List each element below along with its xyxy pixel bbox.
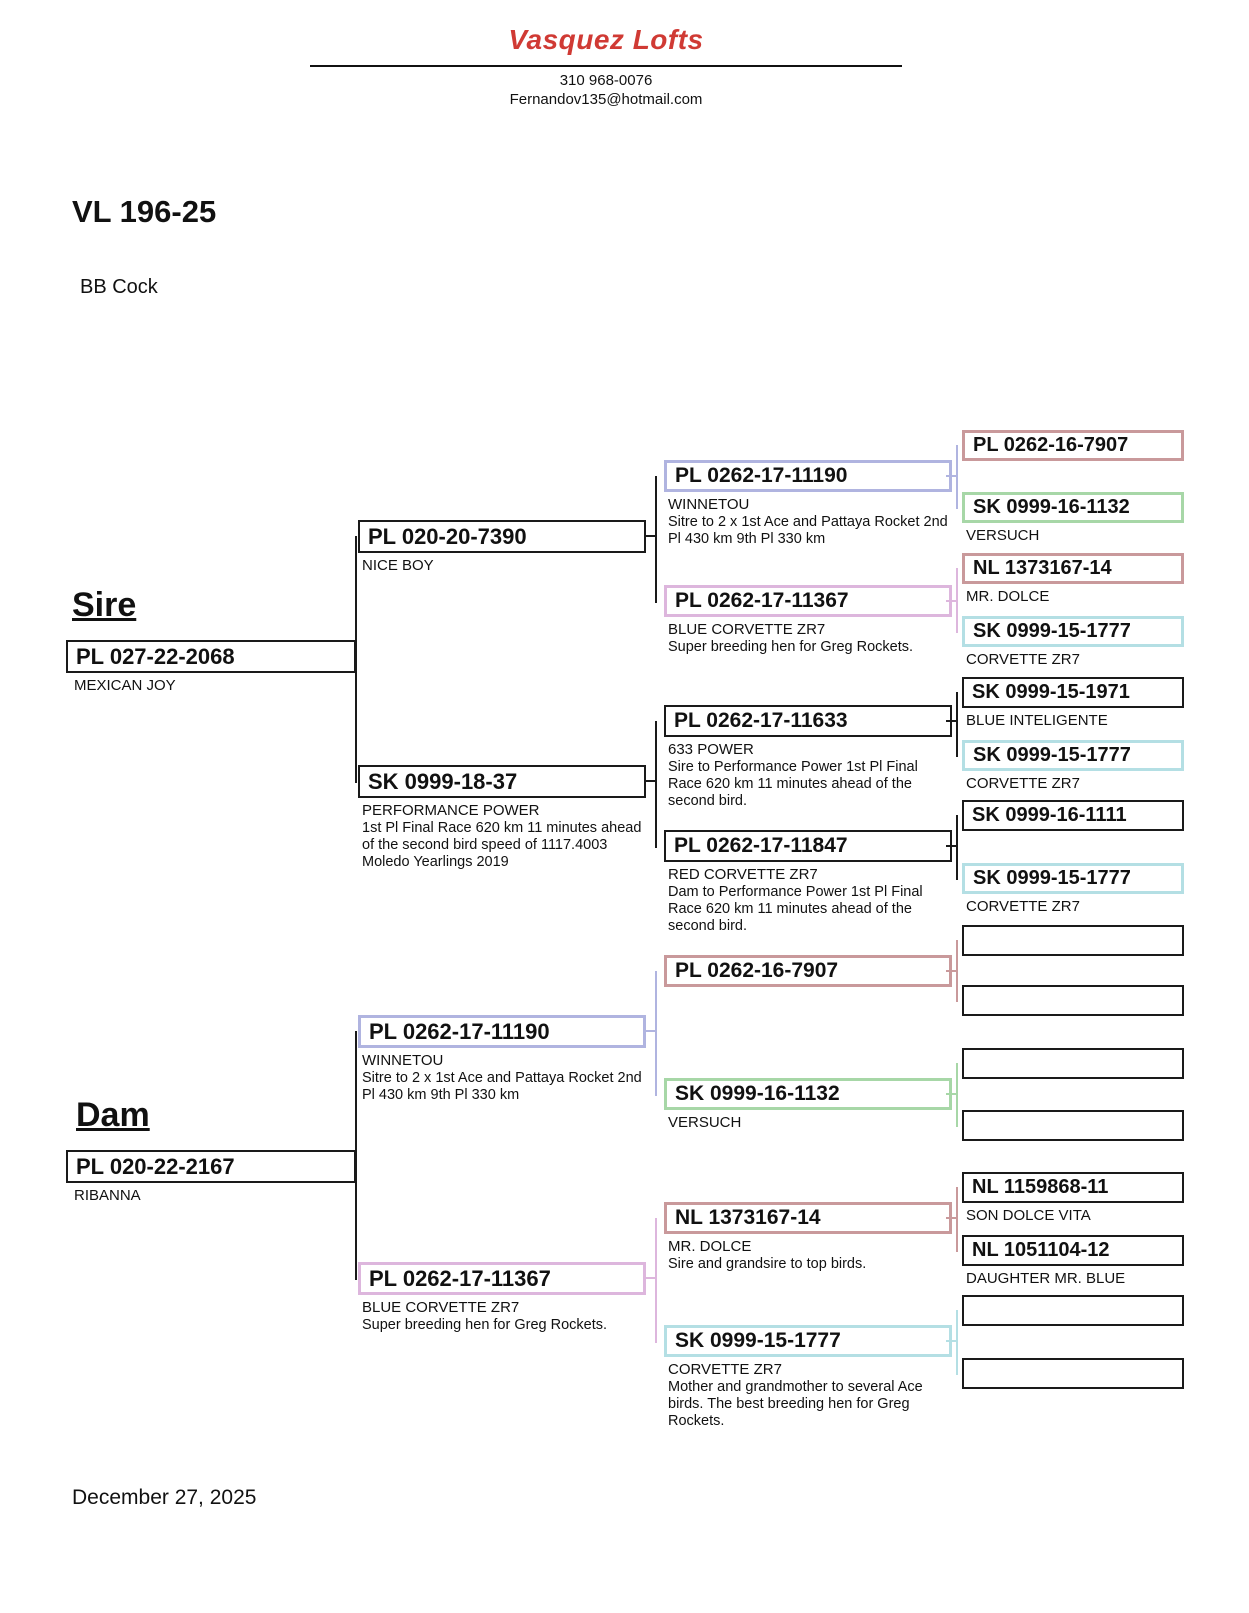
ring-number: SK 0999-15-1777	[973, 867, 1131, 889]
bird-info	[668, 1238, 952, 1273]
bird-name: SON DOLCE VITA	[966, 1207, 1091, 1224]
ring-number: NL 1373167-14	[675, 1206, 821, 1229]
pedigree-box-g4-6	[962, 740, 1184, 771]
bird-info	[362, 1299, 644, 1334]
pedigree-box-sire	[66, 640, 356, 673]
bird-name: BLUE CORVETTE ZR7	[668, 621, 826, 638]
loft-phone: 310 968-0076	[559, 72, 653, 89]
pedigree-box-g2-2	[358, 765, 646, 798]
connector-g3-1-parents	[956, 445, 958, 509]
bird-name: NICE BOY	[362, 557, 434, 574]
bird-info	[668, 866, 952, 935]
connector-stub	[946, 1340, 958, 1342]
connector-stub	[646, 1277, 657, 1279]
pedigree-box-g2-3	[358, 1015, 646, 1048]
pedigree-box-empty	[962, 1110, 1184, 1141]
connector-g2-3-parents	[655, 971, 657, 1096]
bird-name: VERSUCH	[668, 1114, 742, 1131]
pedigree-box-g4-3	[962, 553, 1184, 584]
pedigree-box-empty	[962, 1358, 1184, 1389]
pedigree-box-g3-1	[664, 460, 952, 492]
bird-description: Mother and grandmother to several Ace birds. The best breeding hen for Greg Rockets.	[668, 1379, 923, 1429]
bird-name: MR. DOLCE	[668, 1238, 752, 1255]
bird-description: Dam to Performance Power 1st Pl Final Race 620 km 11 minutes ahead of the second bird.	[668, 884, 923, 934]
connector-g2-2-parents	[655, 721, 657, 848]
ring-number: NL 1051104-12	[972, 1239, 1110, 1261]
bird-name: BLUE CORVETTE ZR7	[362, 1299, 520, 1316]
bird-info	[668, 741, 952, 810]
bird-name: RIBANNA	[74, 1187, 141, 1204]
bird-info	[668, 496, 952, 548]
bird-description: Sire to Performance Power 1st Pl Final Race 620 km 11 minutes ahead of the second bird.	[668, 759, 918, 809]
loft-contact	[310, 71, 902, 109]
bird-name: VERSUCH	[966, 527, 1040, 544]
connector-stub	[946, 845, 958, 847]
pedigree-box-g4-2	[962, 492, 1184, 523]
pedigree-box-g4-1	[962, 430, 1184, 461]
ring-number: PL 020-22-2167	[76, 1153, 235, 1179]
dam-heading: Dam	[76, 1096, 150, 1134]
connector-stub	[946, 475, 958, 477]
bird-name: MR. DOLCE	[966, 588, 1050, 605]
bird-name: CORVETTE ZR7	[966, 775, 1080, 792]
pedigree-box-empty	[962, 1048, 1184, 1079]
connector-g3-7-parents	[956, 1187, 958, 1252]
bird-name: MEXICAN JOY	[74, 677, 176, 694]
pedigree-box-g4-8	[962, 863, 1184, 894]
connector-stub	[946, 600, 958, 602]
connector-stub	[946, 1217, 958, 1219]
bird-name: 633 POWER	[668, 741, 754, 758]
bird-name: PERFORMANCE POWER	[362, 802, 540, 819]
connector-g3-8-parents	[956, 1310, 958, 1375]
bird-info	[668, 621, 952, 656]
ring-number: PL 0262-17-11847	[674, 834, 848, 857]
connector-sire-parents	[355, 536, 357, 783]
pedigree-box-empty	[962, 985, 1184, 1016]
pedigree-box-g3-7	[664, 1202, 952, 1234]
connector-stub	[646, 780, 657, 782]
connector-stub	[646, 1030, 657, 1032]
connector-g3-6-parents	[956, 1063, 958, 1127]
ring-number: SK 0999-15-1971	[972, 681, 1130, 703]
connector-stub	[946, 1093, 958, 1095]
pedigree-box-g3-8	[664, 1325, 952, 1357]
pedigree-box-g3-4	[664, 830, 952, 862]
pedigree-box-g3-5	[664, 955, 952, 987]
pedigree-box-g2-4	[358, 1262, 646, 1295]
bird-description: Sitre to 2 x 1st Ace and Pattaya Rocket 2nd Pl 430 km 9th Pl 330 km	[362, 1070, 642, 1103]
pedigree-box-g4-7	[962, 800, 1184, 831]
bird-id: VL 196-25	[72, 194, 217, 229]
loft-header	[310, 24, 902, 56]
ring-number: PL 0262-17-11190	[675, 464, 848, 487]
pedigree-box-g4-5	[962, 677, 1184, 708]
pedigree-box-g3-3	[664, 705, 952, 737]
bird-info	[668, 1361, 952, 1430]
pedigree-box-g4-13	[962, 1172, 1184, 1203]
bird-info	[362, 557, 644, 575]
ring-number: PL 0262-17-11367	[675, 589, 849, 612]
ring-number: SK 0999-16-1111	[972, 804, 1127, 826]
ring-number: PL 027-22-2068	[76, 643, 235, 669]
ring-number: SK 0999-16-1132	[973, 496, 1130, 518]
bird-info	[668, 1114, 952, 1132]
pedigree-box-empty	[962, 1295, 1184, 1326]
bird-name: DAUGHTER MR. BLUE	[966, 1270, 1126, 1287]
ring-number: PL 0262-16-7907	[675, 959, 839, 982]
ring-number: SK 0999-15-1777	[675, 1329, 841, 1352]
pedigree-box-g3-2	[664, 585, 952, 617]
pedigree-box-g2-1	[358, 520, 646, 553]
connector-g3-3-parents	[956, 692, 958, 757]
connector-stub	[946, 720, 958, 722]
connector-g2-4-parents	[655, 1218, 657, 1343]
bird-name: BLUE INTELIGENTE	[966, 712, 1108, 729]
bird-description: Sire and grandsire to top birds.	[668, 1256, 867, 1272]
sire-heading: Sire	[72, 586, 137, 624]
bird-name: RED CORVETTE ZR7	[668, 866, 818, 883]
header-rule	[310, 65, 902, 67]
connector-g2-1-parents	[655, 476, 657, 603]
connector-g3-4-parents	[956, 815, 958, 880]
loft-name: Vasquez Lofts	[508, 24, 704, 55]
bird-description: Super breeding hen for Greg Rockets.	[362, 1317, 608, 1333]
loft-email: Fernandov135@hotmail.com	[509, 91, 703, 108]
bird-info	[362, 802, 644, 871]
ring-number: SK 0999-15-1777	[973, 620, 1131, 642]
ring-number: SK 0999-15-1777	[973, 744, 1131, 766]
bird-sex: BB Cock	[80, 276, 158, 298]
bird-name: CORVETTE ZR7	[966, 651, 1080, 668]
ring-number: PL 0262-17-11190	[369, 1018, 550, 1044]
bird-description: 1st Pl Final Race 620 km 11 minutes ahead of the second bird speed of 1117.4003 Moledo Yearlings 2019	[362, 820, 642, 870]
ring-number: PL 0262-16-7907	[973, 434, 1129, 456]
connector-stub	[946, 970, 958, 972]
connector-dam-parents	[355, 1031, 357, 1280]
connector-stub	[646, 535, 657, 537]
bird-description: Super breeding hen for Greg Rockets.	[668, 639, 914, 655]
pedigree-box-g4-4	[962, 616, 1184, 647]
ring-number: NL 1159868-11	[972, 1176, 1109, 1198]
bird-description: Sitre to 2 x 1st Ace and Pattaya Rocket 2nd Pl 430 km 9th Pl 330 km	[668, 514, 948, 547]
bird-name: WINNETOU	[362, 1052, 444, 1069]
pedigree-box-g4-14	[962, 1235, 1184, 1266]
ring-number: PL 020-20-7390	[368, 523, 527, 549]
bird-name: WINNETOU	[668, 496, 750, 513]
ring-number: PL 0262-17-11633	[674, 709, 848, 732]
bird-info	[362, 1052, 644, 1104]
pedigree-box-g3-6	[664, 1078, 952, 1110]
ring-number: SK 0999-16-1132	[675, 1082, 840, 1105]
pedigree-box-dam	[66, 1150, 356, 1183]
bird-name: CORVETTE ZR7	[966, 898, 1080, 915]
ring-number: PL 0262-17-11367	[369, 1265, 551, 1291]
bird-name: CORVETTE ZR7	[668, 1361, 782, 1378]
pedigree-date: December 27, 2025	[72, 1486, 257, 1509]
pedigree-box-empty	[962, 925, 1184, 956]
ring-number: NL 1373167-14	[973, 557, 1112, 579]
ring-number: SK 0999-18-37	[368, 768, 518, 794]
